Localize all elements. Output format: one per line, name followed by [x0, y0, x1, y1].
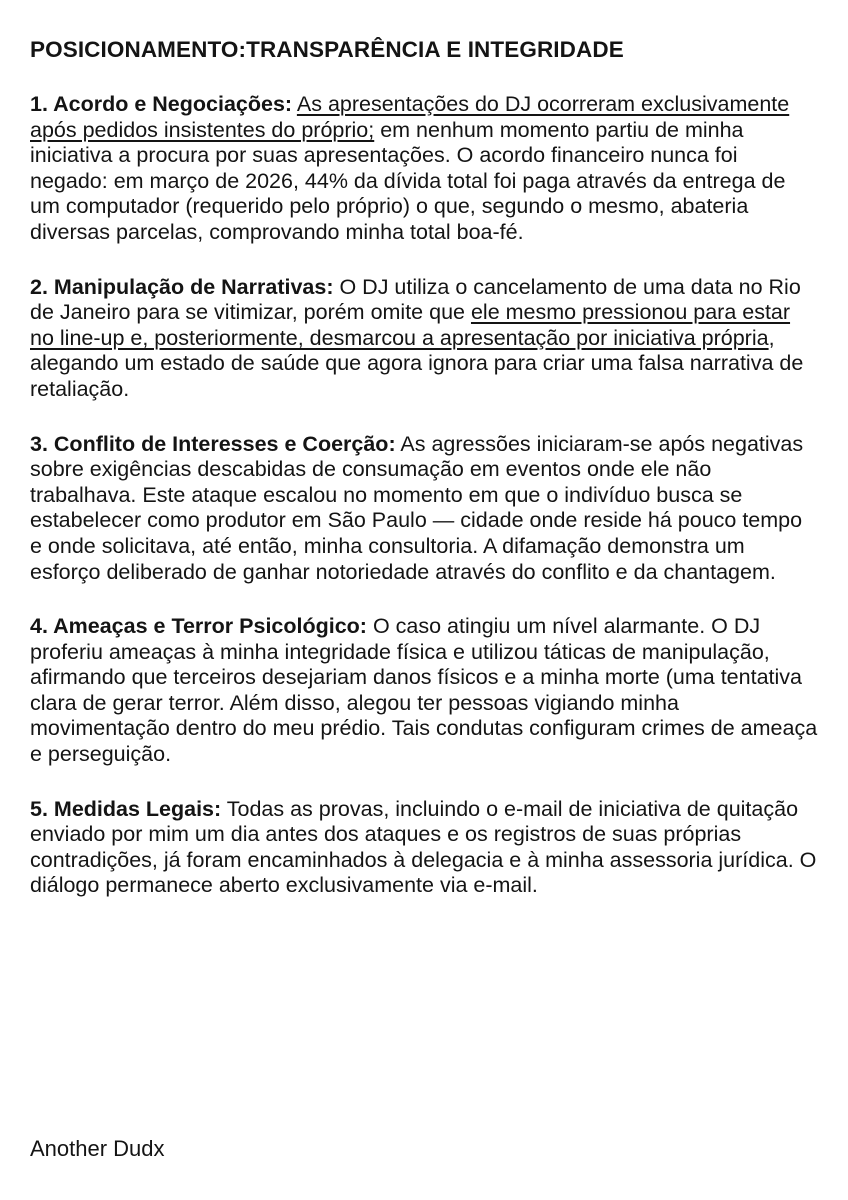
section-body: As agressões iniciaram-se após negativas sobre exigências descabidas de consumação em eventos onde ele não trabalhava. Este ataque escalou no momento em que o indivíduo busca se estabelecer como produtor em São Paulo — cidade onde reside há pouco tempo e onde solicitava, até então, minha consultoria. A difamação demonstra um esforço deliberado de ganhar notoriedade através do conflito e da chantagem. — [30, 431, 804, 584]
section-heading: 5. Medidas Legais: — [30, 796, 222, 821]
section-heading: 4. Ameaças e Terror Psicológico: — [30, 614, 367, 639]
section-conflito-interesses — [30, 432, 818, 586]
underlined-statement: ele mesmo pressionou para estar no line-up e, posteriormente, desmarcou a apresentação por iniciativa própria — [30, 300, 791, 350]
underlined-statement: As apresentações do DJ ocorreram exclusivamente após pedidos insistentes do próprio; — [30, 92, 790, 142]
section-body: em nenhum momento partiu de minha iniciativa a procura por suas apresentações. O acordo financeiro nunca foi negado: em março de 2026, 44% da dívida total foi paga através da entrega de um computador (requerido pelo próprio) o que, segundo o mesmo, abateria diversas parcelas, comprovando minha total boa-fé. — [30, 117, 786, 244]
section-heading: 1. Acordo e Negociações: — [30, 92, 293, 116]
section-body-continued: , alegando um estado de saúde que agora ignora para criar uma falsa narrativa de retaliação. — [30, 325, 804, 401]
section-body: Todas as provas, incluindo o e-mail de iniciativa de quitação enviado por mim um dia antes dos ataques e os registros de suas próprias contradições, já foram encaminhados à delegacia e à minha assessoria jurídica. O diálogo permanece aberto exclusivamente via e-mail. — [30, 796, 817, 898]
section-body: O DJ utiliza o cancelamento de uma data no Rio de Janeiro para se vitimizar, porém omite que — [30, 274, 801, 325]
section-heading: 2. Manipulação de Narrativas: — [30, 274, 334, 299]
signature: Another Dudx — [30, 1136, 165, 1161]
section-acordo-negociacoes — [30, 92, 818, 246]
document-title: POSICIONAMENTO:TRANSPARÊNCIA E INTEGRIDADE — [30, 37, 624, 62]
section-heading: 3. Conflito de Interesses e Coerção: — [30, 431, 396, 456]
section-ameacas-terror — [30, 614, 818, 768]
section-manipulacao-narrativas — [30, 275, 818, 403]
section-body: O caso atingiu um nível alarmante. O DJ proferiu ameaças à minha integridade física e utilizou táticas de manipulação, afirmando que terceiros desejariam danos físicos e a minha morte (uma tentativa clara de gerar terror. Além disso, alegou ter pessoas vigiando minha movimentação dentro do meu prédio. Tais condutas configuram crimes de ameaça e perseguição. — [30, 614, 818, 767]
section-medidas-legais — [30, 797, 818, 899]
